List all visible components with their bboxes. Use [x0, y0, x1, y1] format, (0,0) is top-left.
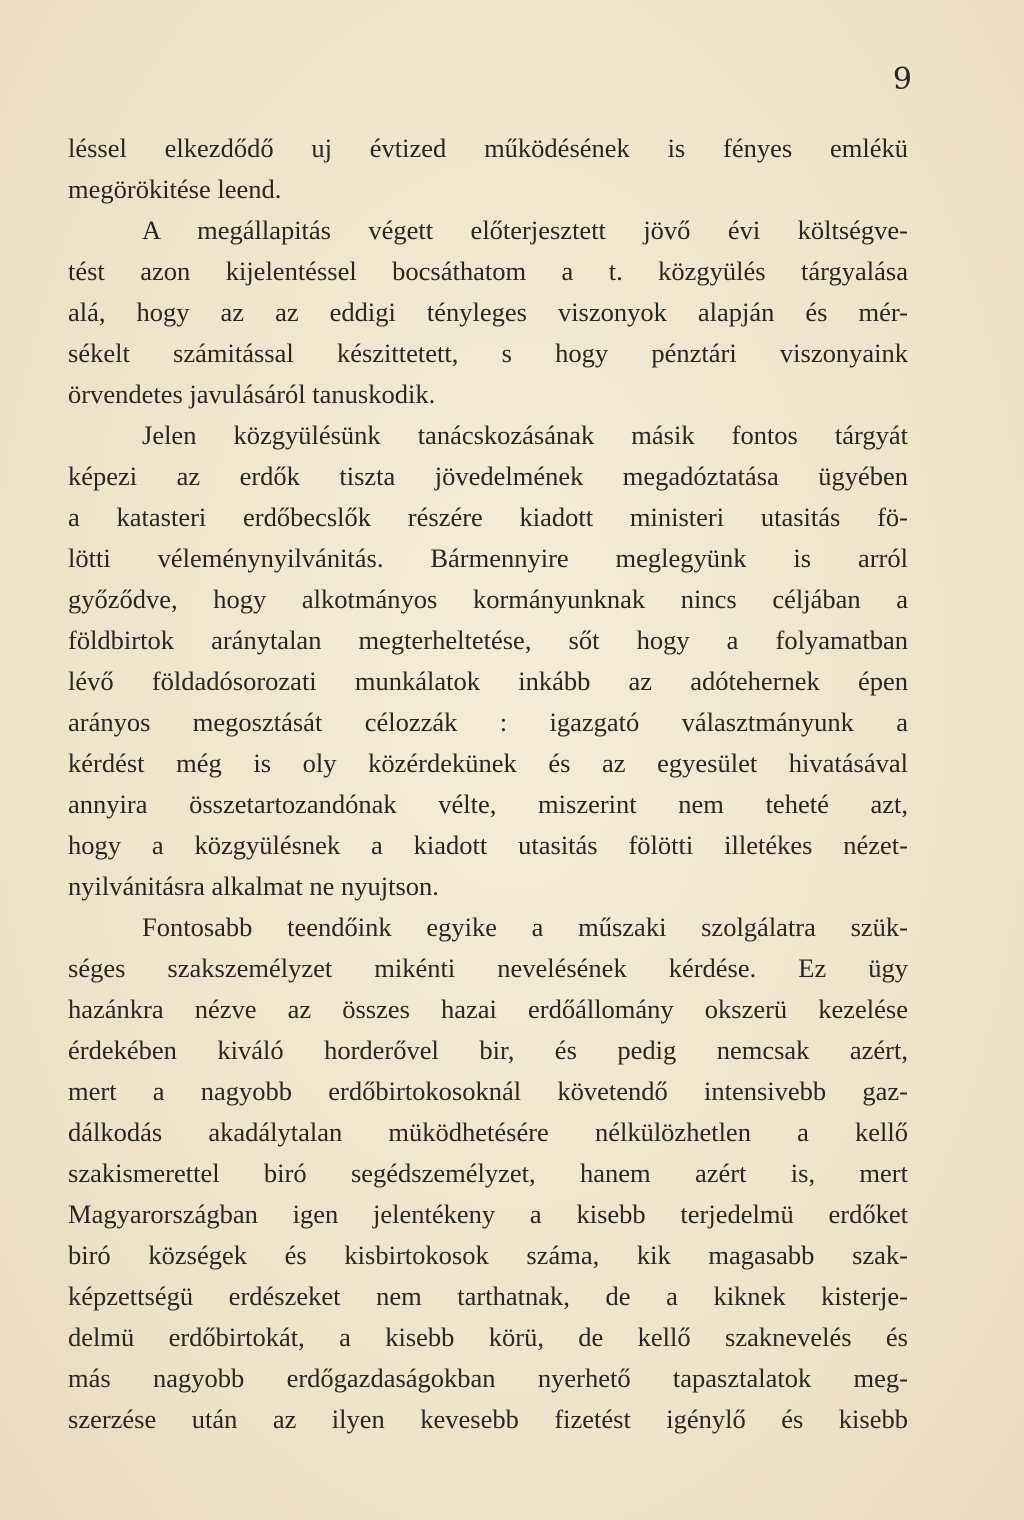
text-line: lötti véleménynyilvánitás. Bármennyire meglegyünk is arról — [68, 543, 908, 573]
text-line: kérdést még is oly közérdekünek és az egyesület hivatásával — [68, 748, 908, 778]
text-line: érdekében kiváló horderővel bir, és pedig nemcsak azért, — [68, 1035, 908, 1065]
text-line: szerzése után az ilyen kevesebb fizetést igénylő és kisebb — [68, 1404, 908, 1434]
body-text — [68, 128, 908, 1440]
text-line: mert a nagyobb erdőbirtokosoknál követendő intensivebb gaz- — [68, 1076, 908, 1106]
text-line: hazánkra nézve az összes hazai erdőállomány okszerü kezelése — [68, 994, 908, 1024]
text-line: Fontosabb teendőink egyike a műszaki szolgálatra szük- — [142, 912, 908, 942]
text-line: képzettségü erdészeket nem tarthatnak, de a kiknek kisterje- — [68, 1281, 908, 1311]
text-line: delmü erdőbirtokát, a kisebb körü, de kellő szaknevelés és — [68, 1322, 908, 1352]
text-line: annyira összetartozandónak vélte, miszerint nem teheté azt, — [68, 789, 908, 819]
text-line: Magyarországban igen jelentékeny a kisebb terjedelmü erdőket — [68, 1199, 908, 1229]
text-line: a katasteri erdőbecslők részére kiadott ministeri utasitás fö- — [68, 502, 908, 532]
text-line: tést azon kijelentéssel bocsáthatom a t. közgyülés tárgyalása — [68, 256, 908, 286]
text-line: sékelt számitással készittetett, s hogy pénztári viszonyaink — [68, 338, 908, 368]
text-line: séges szakszemélyzet mikénti nevelésének kérdése. Ez ügy — [68, 953, 908, 983]
text-line: győződve, hogy alkotmányos kormányunknak nincs céljában a — [68, 584, 908, 614]
text-line: léssel elkezdődő uj évtized működésének is fényes emlékü — [68, 133, 908, 163]
text-line: arányos megosztását célozzák : igazgató választmányunk a — [68, 707, 908, 737]
text-line: képezi az erdők tiszta jövedelmének megadóztatása ügyében — [68, 461, 908, 491]
text-line: A megállapitás végett előterjesztett jövő évi költségve- — [142, 215, 908, 245]
text-line: nyilvánitásra alkalmat ne nyujtson. — [68, 871, 439, 901]
text-line: lévő földadósorozati munkálatok inkább az adótehernek épen — [68, 666, 908, 696]
text-line: dálkodás akadálytalan müködhetésére nélkülözhetlen a kellő — [68, 1117, 908, 1147]
text-line: hogy a közgyülésnek a kiadott utasitás fölötti illetékes nézet- — [68, 830, 908, 860]
text-line: alá, hogy az az eddigi tényleges viszonyok alapján és mér- — [68, 297, 908, 327]
text-line: földbirtok aránytalan megterheltetése, sőt hogy a folyamatban — [68, 625, 908, 655]
text-line: biró községek és kisbirtokosok száma, kik magasabb szak- — [68, 1240, 908, 1270]
text-line: megörökitése leend. — [68, 174, 282, 204]
text-line: Jelen közgyülésünk tanácskozásának másik fontos tárgyát — [142, 420, 908, 450]
text-line: más nagyobb erdőgazdaságokban nyerhető tapasztalatok meg- — [68, 1363, 908, 1393]
text-line: örvendetes javulásáról tanuskodik. — [68, 379, 436, 409]
text-line: szakismerettel biró segédszemélyzet, hanem azért is, mert — [68, 1158, 908, 1188]
page-number: 9 — [892, 62, 912, 97]
